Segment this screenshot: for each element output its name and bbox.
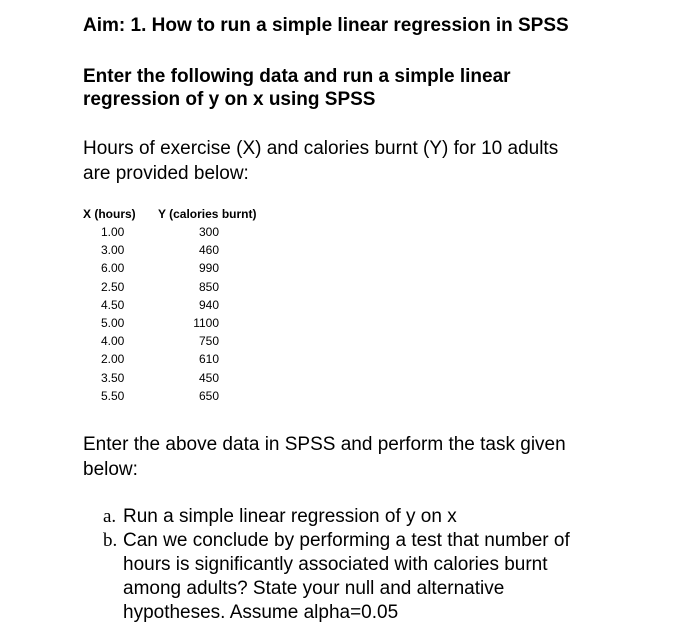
cell-hours: 4.00 <box>101 334 125 349</box>
task-marker: a. <box>103 506 117 527</box>
cell-calories: 750 <box>198 334 219 349</box>
table-row <box>83 332 283 350</box>
cell-calories: 850 <box>198 279 219 294</box>
cell-calories: 650 <box>198 388 219 403</box>
task-marker: b. <box>103 530 118 551</box>
table-row <box>83 278 283 296</box>
cell-calories: 300 <box>198 225 219 239</box>
cell-calories: 460 <box>198 243 219 258</box>
instruction-line: regression of y on x using SPSS <box>83 89 376 110</box>
task-intro-line: Enter the above data in SPSS and perform the task given <box>83 434 566 455</box>
cell-hours: 2.50 <box>101 279 125 294</box>
task-list <box>103 505 693 625</box>
table-body <box>83 223 283 405</box>
instruction-line: Enter the following data and run a simple linear <box>83 66 511 87</box>
task-item <box>103 505 693 529</box>
cell-hours: 5.50 <box>101 388 125 403</box>
cell-hours: 2.00 <box>101 352 125 367</box>
header-x-hours: X (hours) <box>83 207 136 221</box>
data-description <box>83 136 663 186</box>
table-row <box>83 241 283 259</box>
table-row <box>83 387 283 405</box>
task-item <box>103 529 693 625</box>
task-text-line: Can we conclude by performing a test that number of <box>123 530 570 551</box>
aim-heading: Aim: 1. How to run a simple linear regression in SPSS <box>83 15 569 36</box>
task-intro-line: below: <box>83 459 138 480</box>
cell-calories: 450 <box>198 370 219 385</box>
cell-hours: 5.00 <box>101 315 125 330</box>
task-text-line: hypotheses. Assume alpha=0.05 <box>123 602 399 623</box>
table-row <box>83 314 283 332</box>
task-text-line: hours is significantly associated with calories burnt <box>123 554 548 575</box>
table-row <box>83 259 283 277</box>
cell-hours: 4.50 <box>101 297 125 312</box>
cell-calories: 1100 <box>193 315 219 330</box>
cell-hours: 3.50 <box>101 370 125 385</box>
instruction-heading <box>83 65 643 111</box>
cell-calories: 940 <box>198 297 219 312</box>
description-line: are provided below: <box>83 163 249 184</box>
cell-calories: 610 <box>198 352 219 367</box>
table-row <box>83 223 283 241</box>
cell-calories: 990 <box>198 261 219 276</box>
table-row <box>83 350 283 368</box>
task-text-line: among adults? State your null and alternative <box>123 578 505 599</box>
task-intro <box>83 432 673 482</box>
data-table <box>83 205 283 405</box>
table-row <box>83 296 283 314</box>
cell-hours: 3.00 <box>101 243 125 258</box>
table-header-row <box>83 205 283 223</box>
cell-hours: 1.00 <box>101 225 125 239</box>
description-line: Hours of exercise (X) and calories burnt (Y) for 10 adults <box>83 138 559 159</box>
header-y-calories: Y (calories burnt) <box>158 207 257 221</box>
task-text-line: Run a simple linear regression of y on x <box>123 506 457 527</box>
table-row <box>83 369 283 387</box>
cell-hours: 6.00 <box>101 261 125 276</box>
